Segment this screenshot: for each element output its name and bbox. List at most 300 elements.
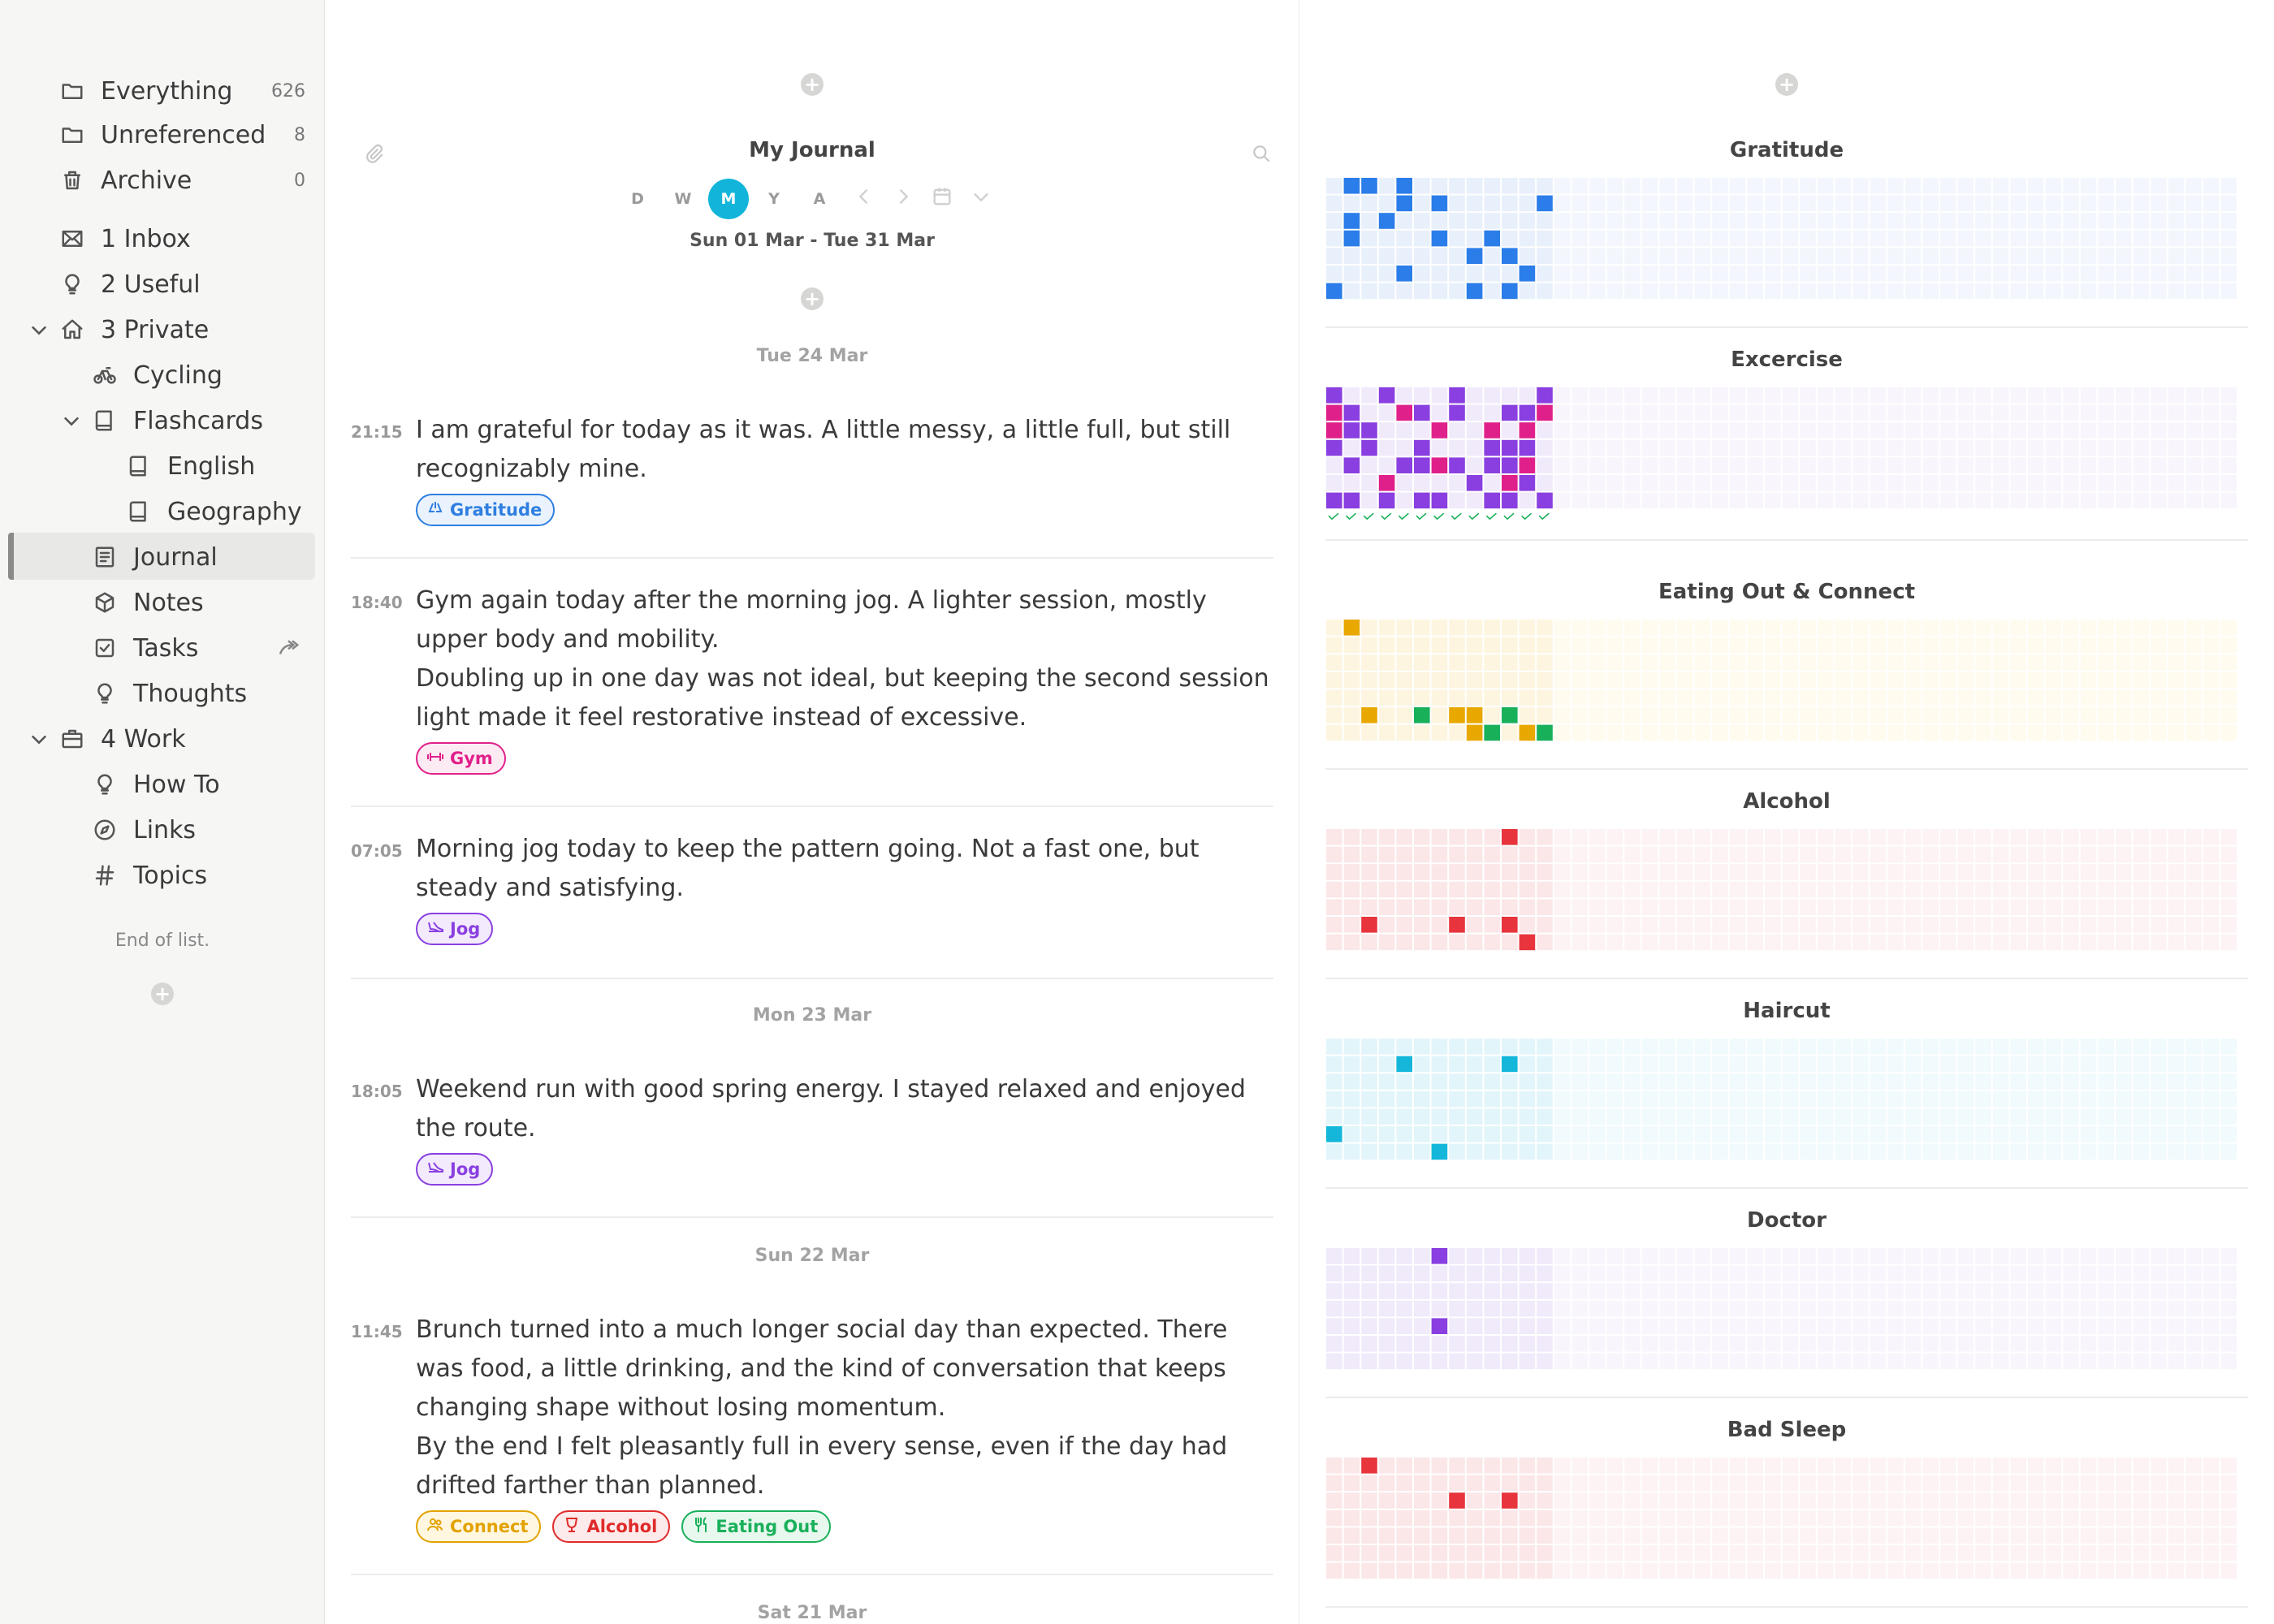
heatmap-cell-empty[interactable] (2098, 1056, 2114, 1073)
heatmap-cell-empty[interactable] (1677, 1527, 1693, 1544)
heatmap-cell-empty[interactable] (1659, 899, 1675, 915)
heatmap-cell-empty[interactable] (1783, 283, 1799, 300)
heatmap-cell-empty[interactable] (1344, 1510, 1360, 1527)
heatmap-cell-empty[interactable] (2028, 1510, 2044, 1527)
heatmap-cell-empty[interactable] (2010, 1091, 2026, 1108)
heatmap-cell-empty[interactable] (1554, 899, 1571, 915)
heatmap-cell-empty[interactable] (1958, 1073, 1974, 1090)
heatmap-cell-empty[interactable] (1326, 1354, 1342, 1370)
heatmap-cell-empty[interactable] (1624, 899, 1641, 915)
heatmap-cell-empty[interactable] (2081, 672, 2097, 689)
heatmap-cell-empty[interactable] (1783, 248, 1799, 264)
heatmap-cell-empty[interactable] (1783, 672, 1799, 689)
heatmap-cell-empty[interactable] (2028, 1248, 2044, 1264)
heatmap-cell-empty[interactable] (2098, 725, 2114, 741)
heatmap-cell-empty[interactable] (2221, 1073, 2237, 1090)
heatmap-cell-empty[interactable] (1484, 1458, 1500, 1474)
heatmap-cell-empty[interactable] (1835, 1073, 1851, 1090)
heatmap-cell-filled[interactable] (1414, 440, 1430, 456)
heatmap-cell-empty[interactable] (2028, 493, 2044, 509)
heatmap-cell-empty[interactable] (1396, 387, 1412, 404)
heatmap-cell-empty[interactable] (1975, 1336, 1991, 1352)
heatmap-cell-empty[interactable] (1818, 1458, 1834, 1474)
heatmap-cell-empty[interactable] (1940, 493, 1956, 509)
heatmap-cell-empty[interactable] (2028, 1108, 2044, 1125)
sidebar-item-unreferenced[interactable] (0, 114, 325, 156)
heatmap-cell-empty[interactable] (1993, 707, 2009, 723)
heatmap-cell-empty[interactable] (1484, 1563, 1500, 1579)
heatmap-cell-empty[interactable] (1677, 1266, 1693, 1282)
heatmap-cell-filled[interactable] (1396, 1056, 1412, 1073)
heatmap-cell-empty[interactable] (2221, 707, 2237, 723)
heatmap-cell-empty[interactable] (1326, 231, 1342, 247)
heatmap-cell-empty[interactable] (1624, 1336, 1641, 1352)
heatmap-cell-empty[interactable] (1800, 689, 1816, 706)
heatmap-cell-empty[interactable] (1659, 672, 1675, 689)
sidebar-item-1-inbox[interactable] (0, 218, 325, 260)
heatmap-cell-empty[interactable] (1432, 1266, 1448, 1282)
heatmap-cell-empty[interactable] (1712, 1108, 1728, 1125)
heatmap-cell-empty[interactable] (1520, 1458, 1536, 1474)
heatmap-cell-empty[interactable] (2081, 1091, 2097, 1108)
heatmap-cell-empty[interactable] (1958, 1301, 1974, 1317)
heatmap-cell-empty[interactable] (1870, 1108, 1887, 1125)
heatmap-cell-empty[interactable] (1695, 1301, 1711, 1317)
heatmap-cell-empty[interactable] (1975, 266, 1991, 282)
heatmap-cell-empty[interactable] (1642, 1510, 1658, 1527)
heatmap-cell-empty[interactable] (1554, 266, 1571, 282)
heatmap-cell-empty[interactable] (1870, 387, 1887, 404)
heatmap-cell-empty[interactable] (1747, 1318, 1763, 1334)
heatmap-cell-empty[interactable] (2221, 1126, 2237, 1142)
heatmap-cell-empty[interactable] (1326, 654, 1342, 671)
heatmap-cell-empty[interactable] (2063, 1091, 2079, 1108)
sidebar-item-archive[interactable] (0, 159, 325, 201)
heatmap-cell-empty[interactable] (1571, 248, 1588, 264)
heatmap-cell-empty[interactable] (2116, 196, 2132, 212)
heatmap-cell-empty[interactable] (1800, 1510, 1816, 1527)
heatmap-cell-empty[interactable] (2203, 405, 2220, 421)
heatmap-cell-empty[interactable] (1712, 422, 1728, 438)
heatmap-cell-empty[interactable] (1554, 178, 1571, 194)
heatmap-cell-empty[interactable] (1326, 1458, 1342, 1474)
heatmap-cell-empty[interactable] (1958, 283, 1974, 300)
heatmap-cell-empty[interactable] (2116, 1510, 2132, 1527)
heatmap-cell-empty[interactable] (1642, 654, 1658, 671)
heatmap-cell-empty[interactable] (1467, 899, 1483, 915)
heatmap-cell-empty[interactable] (1835, 178, 1851, 194)
heatmap-cell-empty[interactable] (1589, 1126, 1606, 1142)
heatmap-cell-empty[interactable] (1975, 1039, 1991, 1055)
heatmap-cell-empty[interactable] (1852, 707, 1869, 723)
heatmap-cell-empty[interactable] (1537, 231, 1553, 247)
heatmap-cell-empty[interactable] (1730, 1039, 1746, 1055)
heatmap-cell-empty[interactable] (1747, 1492, 1763, 1509)
heatmap-cell-empty[interactable] (1747, 1248, 1763, 1264)
heatmap-cell-empty[interactable] (1695, 1475, 1711, 1492)
heatmap-cell-empty[interactable] (1852, 1283, 1869, 1299)
heatmap-cell-empty[interactable] (2133, 689, 2150, 706)
heatmap-cell-empty[interactable] (1940, 899, 1956, 915)
heatmap-cell-empty[interactable] (1326, 1318, 1342, 1334)
heatmap-cell-empty[interactable] (1905, 1144, 1922, 1160)
heatmap-cell-empty[interactable] (1554, 1475, 1571, 1492)
heatmap-cell-empty[interactable] (1852, 440, 1869, 456)
heatmap-cell-empty[interactable] (2168, 231, 2185, 247)
heatmap-cell-empty[interactable] (1326, 213, 1342, 229)
heatmap-cell-empty[interactable] (2168, 620, 2185, 636)
heatmap-cell-empty[interactable] (1449, 1527, 1465, 1544)
heatmap-cell-empty[interactable] (1783, 689, 1799, 706)
heatmap-cell-filled[interactable] (1361, 1458, 1377, 1474)
mode-a[interactable]: A (813, 190, 826, 208)
heatmap-cell-empty[interactable] (2203, 1492, 2220, 1509)
heatmap-cell-empty[interactable] (1958, 917, 1974, 933)
heatmap-cell-empty[interactable] (1502, 1266, 1518, 1282)
heatmap-cell-empty[interactable] (2168, 882, 2185, 898)
heatmap-cell-empty[interactable] (1747, 457, 1763, 473)
heatmap-cell-empty[interactable] (1571, 1091, 1588, 1108)
heatmap-cell-empty[interactable] (1554, 387, 1571, 404)
heatmap-cell-empty[interactable] (1800, 196, 1816, 212)
tag-gratitude[interactable] (416, 494, 555, 526)
heatmap-cell-empty[interactable] (1414, 917, 1430, 933)
heatmap-cell-empty[interactable] (1396, 935, 1412, 951)
heatmap-cell-empty[interactable] (1554, 1056, 1571, 1073)
heatmap-cell-empty[interactable] (1800, 457, 1816, 473)
heatmap-cell-empty[interactable] (1870, 1144, 1887, 1160)
heatmap-cell-empty[interactable] (1975, 1056, 1991, 1073)
heatmap-cell-empty[interactable] (1554, 1266, 1571, 1282)
heatmap-cell-empty[interactable] (1958, 1492, 1974, 1509)
heatmap-cell-empty[interactable] (2133, 457, 2150, 473)
heatmap-cell-empty[interactable] (1695, 457, 1711, 473)
heatmap-cell-empty[interactable] (2151, 1126, 2167, 1142)
heatmap-cell-empty[interactable] (1396, 1510, 1412, 1527)
heatmap-cell-empty[interactable] (1887, 707, 1904, 723)
heatmap-cell-empty[interactable] (2010, 935, 2026, 951)
heatmap-cell-empty[interactable] (1818, 935, 1834, 951)
heatmap-cell-empty[interactable] (1765, 864, 1781, 880)
heatmap-cell-empty[interactable] (1624, 637, 1641, 654)
heatmap-cell-empty[interactable] (1905, 178, 1922, 194)
heatmap-cell-empty[interactable] (1835, 405, 1851, 421)
heatmap-cell-empty[interactable] (1659, 1458, 1675, 1474)
heatmap-cell-empty[interactable] (1887, 1527, 1904, 1544)
heatmap-cell-empty[interactable] (1537, 1056, 1553, 1073)
heatmap-cell-empty[interactable] (1642, 178, 1658, 194)
heatmap-cell-empty[interactable] (1659, 637, 1675, 654)
heatmap-cell-empty[interactable] (1484, 178, 1500, 194)
heatmap-cell-empty[interactable] (1607, 422, 1623, 438)
heatmap-cell-empty[interactable] (1642, 829, 1658, 845)
heatmap-cell-empty[interactable] (1414, 1144, 1430, 1160)
heatmap-cell-empty[interactable] (2046, 457, 2062, 473)
heatmap-cell-empty[interactable] (1414, 847, 1430, 863)
heatmap-cell-empty[interactable] (1818, 917, 1834, 933)
heatmap-cell-empty[interactable] (1783, 493, 1799, 509)
heatmap-cell-filled-secondary[interactable] (1520, 457, 1536, 473)
heatmap-cell-empty[interactable] (1659, 725, 1675, 741)
heatmap-cell-empty[interactable] (2185, 231, 2202, 247)
heatmap-cell-empty[interactable] (2203, 1545, 2220, 1561)
heatmap-cell-empty[interactable] (1835, 620, 1851, 636)
heatmap-cell-empty[interactable] (1326, 1336, 1342, 1352)
heatmap-cell-empty[interactable] (1887, 422, 1904, 438)
heatmap-cell-empty[interactable] (1484, 899, 1500, 915)
heatmap-cell-empty[interactable] (1379, 248, 1395, 264)
heatmap-cell-empty[interactable] (1852, 725, 1869, 741)
heatmap-cell-empty[interactable] (2151, 457, 2167, 473)
heatmap-cell-empty[interactable] (2221, 637, 2237, 654)
heatmap-cell-empty[interactable] (1993, 1301, 2009, 1317)
heatmap-cell-empty[interactable] (2046, 1458, 2062, 1474)
heatmap-cell-empty[interactable] (2010, 1492, 2026, 1509)
heatmap-cell-empty[interactable] (2098, 1283, 2114, 1299)
heatmap-cell-empty[interactable] (1571, 935, 1588, 951)
heatmap-cell-empty[interactable] (1870, 935, 1887, 951)
heatmap-cell-empty[interactable] (1537, 1266, 1553, 1282)
heatmap-cell-empty[interactable] (1607, 457, 1623, 473)
heatmap-cell-empty[interactable] (1607, 440, 1623, 456)
heatmap-cell-empty[interactable] (1571, 1545, 1588, 1561)
heatmap-cell-empty[interactable] (1642, 1144, 1658, 1160)
heatmap-cell-empty[interactable] (2203, 1301, 2220, 1317)
heatmap-cell-empty[interactable] (2116, 1563, 2132, 1579)
heatmap-cell-empty[interactable] (1520, 1354, 1536, 1370)
heatmap-cell-empty[interactable] (1730, 707, 1746, 723)
heatmap-cell-empty[interactable] (1712, 654, 1728, 671)
heatmap-cell-empty[interactable] (1870, 196, 1887, 212)
heatmap-cell-empty[interactable] (1344, 654, 1360, 671)
heatmap-cell-empty[interactable] (1800, 1126, 1816, 1142)
heatmap-cell-empty[interactable] (1414, 1510, 1430, 1527)
heatmap-cell-empty[interactable] (1940, 1527, 1956, 1544)
heatmap-cell-empty[interactable] (1642, 935, 1658, 951)
heatmap-cell-empty[interactable] (1940, 1126, 1956, 1142)
heatmap-cell-empty[interactable] (1800, 213, 1816, 229)
heatmap-cell-empty[interactable] (1554, 1144, 1571, 1160)
heatmap-cell-empty[interactable] (2098, 1563, 2114, 1579)
heatmap-cell-empty[interactable] (1659, 1354, 1675, 1370)
heatmap-cell-filled[interactable] (1449, 917, 1465, 933)
heatmap-cell-empty[interactable] (2081, 178, 2097, 194)
heatmap-cell-empty[interactable] (2116, 672, 2132, 689)
heatmap-cell-empty[interactable] (1783, 1492, 1799, 1509)
heatmap-cell-empty[interactable] (1887, 1475, 1904, 1492)
heatmap-cell-empty[interactable] (2185, 196, 2202, 212)
heatmap-cell-empty[interactable] (1624, 1091, 1641, 1108)
heatmap-cell-empty[interactable] (1958, 1354, 1974, 1370)
heatmap-cell-empty[interactable] (1659, 1301, 1675, 1317)
heatmap-cell-empty[interactable] (1449, 493, 1465, 509)
heatmap-cell-filled[interactable] (1502, 1492, 1518, 1509)
heatmap-cell-empty[interactable] (1326, 1108, 1342, 1125)
heatmap-cell-empty[interactable] (1765, 882, 1781, 898)
heatmap-cell-empty[interactable] (2203, 847, 2220, 863)
heatmap-cell-empty[interactable] (1537, 1144, 1553, 1160)
heatmap-cell-empty[interactable] (2098, 1510, 2114, 1527)
heatmap-cell-empty[interactable] (1940, 882, 1956, 898)
heatmap-cell-empty[interactable] (1520, 637, 1536, 654)
heatmap-cell-empty[interactable] (1571, 387, 1588, 404)
heatmap-cell-empty[interactable] (1765, 1354, 1781, 1370)
heatmap-cell-empty[interactable] (2081, 422, 2097, 438)
heatmap-cell-empty[interactable] (1852, 231, 1869, 247)
heatmap-cell-empty[interactable] (2203, 1475, 2220, 1492)
sidebar-item-links[interactable] (0, 809, 325, 851)
heatmap-cell-empty[interactable] (1818, 620, 1834, 636)
heatmap-cell-empty[interactable] (2098, 1336, 2114, 1352)
heatmap-cell-empty[interactable] (1712, 440, 1728, 456)
heatmap-cell-empty[interactable] (2116, 707, 2132, 723)
heatmap-cell-empty[interactable] (2028, 620, 2044, 636)
heatmap-cell-empty[interactable] (1396, 654, 1412, 671)
heatmap-cell-empty[interactable] (1379, 1039, 1395, 1055)
heatmap-cell-empty[interactable] (2221, 935, 2237, 951)
heatmap-cell-empty[interactable] (1361, 620, 1377, 636)
heatmap-cell-empty[interactable] (1659, 248, 1675, 264)
heatmap-cell-empty[interactable] (2133, 493, 2150, 509)
heatmap-cell-empty[interactable] (2010, 475, 2026, 491)
heatmap-cell-empty[interactable] (1467, 266, 1483, 282)
heatmap-cell-empty[interactable] (1571, 1336, 1588, 1352)
heatmap-cell-filled[interactable] (1396, 196, 1412, 212)
heatmap-cell-empty[interactable] (1589, 196, 1606, 212)
heatmap-cell-empty[interactable] (1800, 672, 1816, 689)
heatmap-cell-empty[interactable] (1607, 213, 1623, 229)
heatmap-cell-empty[interactable] (1467, 1056, 1483, 1073)
heatmap-cell-empty[interactable] (2168, 1266, 2185, 1282)
heatmap-cell-empty[interactable] (1958, 1266, 1974, 1282)
heatmap-cell-empty[interactable] (2133, 1510, 2150, 1527)
heatmap-cell-filled[interactable] (1344, 405, 1360, 421)
heatmap-cell-empty[interactable] (1520, 248, 1536, 264)
heatmap-cell-empty[interactable] (1993, 1039, 2009, 1055)
heatmap-cell-empty[interactable] (2081, 864, 2097, 880)
heatmap-cell-empty[interactable] (1940, 405, 1956, 421)
heatmap-cell-empty[interactable] (1852, 457, 1869, 473)
heatmap-cell-empty[interactable] (2098, 1248, 2114, 1264)
heatmap-cell-empty[interactable] (1344, 1354, 1360, 1370)
heatmap-cell-empty[interactable] (2151, 1248, 2167, 1264)
heatmap-cell-empty[interactable] (1607, 266, 1623, 282)
heatmap-cell-filled[interactable] (1502, 829, 1518, 845)
heatmap-cell-empty[interactable] (2221, 1266, 2237, 1282)
heatmap-cell-empty[interactable] (1940, 1563, 1956, 1579)
heatmap-cell-empty[interactable] (1747, 493, 1763, 509)
heatmap-cell-empty[interactable] (1975, 882, 1991, 898)
heatmap-cell-empty[interactable] (1695, 1563, 1711, 1579)
heatmap-cell-empty[interactable] (2028, 196, 2044, 212)
heatmap-cell-empty[interactable] (2098, 620, 2114, 636)
heatmap-cell-empty[interactable] (1432, 899, 1448, 915)
heatmap-cell-empty[interactable] (1467, 1510, 1483, 1527)
heatmap-cell-empty[interactable] (1852, 493, 1869, 509)
heatmap-cell-empty[interactable] (1571, 213, 1588, 229)
heatmap-cell-empty[interactable] (2203, 493, 2220, 509)
heatmap-cell-empty[interactable] (1730, 283, 1746, 300)
heatmap-cell-empty[interactable] (2203, 196, 2220, 212)
heatmap-cell-empty[interactable] (1887, 196, 1904, 212)
heatmap-cell-empty[interactable] (1800, 248, 1816, 264)
heatmap-cell-empty[interactable] (2098, 689, 2114, 706)
heatmap-cell-empty[interactable] (1922, 917, 1939, 933)
heatmap-cell-empty[interactable] (2221, 1475, 2237, 1492)
heatmap-cell-empty[interactable] (1975, 847, 1991, 863)
heatmap-cell-empty[interactable] (2046, 1510, 2062, 1527)
heatmap-cell-empty[interactable] (1835, 248, 1851, 264)
heatmap-cell-empty[interactable] (1589, 654, 1606, 671)
heatmap-cell-empty[interactable] (1747, 1354, 1763, 1370)
heatmap-cell-empty[interactable] (2116, 493, 2132, 509)
heatmap-cell-empty[interactable] (1449, 475, 1465, 491)
heatmap-cell-empty[interactable] (1835, 882, 1851, 898)
heatmap-cell-empty[interactable] (1818, 654, 1834, 671)
heatmap-cell-empty[interactable] (1449, 1475, 1465, 1492)
heatmap-cell-empty[interactable] (2116, 1126, 2132, 1142)
heatmap-cell-empty[interactable] (1467, 847, 1483, 863)
heatmap-cell-empty[interactable] (1975, 1475, 1991, 1492)
heatmap-cell-empty[interactable] (1520, 1527, 1536, 1544)
heatmap-cell-filled[interactable] (1467, 283, 1483, 300)
heatmap-cell-empty[interactable] (1783, 266, 1799, 282)
heatmap-cell-empty[interactable] (1922, 935, 1939, 951)
heatmap-cell-empty[interactable] (1484, 1108, 1500, 1125)
heatmap-cell-empty[interactable] (1818, 672, 1834, 689)
heatmap-cell-empty[interactable] (1905, 422, 1922, 438)
heatmap-cell-empty[interactable] (2028, 231, 2044, 247)
heatmap-cell-empty[interactable] (1765, 283, 1781, 300)
heatmap-cell-empty[interactable] (1396, 475, 1412, 491)
heatmap-cell-empty[interactable] (1467, 1458, 1483, 1474)
heatmap-cell-empty[interactable] (2098, 1073, 2114, 1090)
heatmap-cell-empty[interactable] (2028, 1545, 2044, 1561)
heatmap-cell-empty[interactable] (1589, 1492, 1606, 1509)
heatmap-cell-empty[interactable] (1765, 725, 1781, 741)
heatmap-cell-empty[interactable] (1712, 387, 1728, 404)
heatmap-cell-empty[interactable] (2221, 266, 2237, 282)
heatmap-cell-empty[interactable] (1589, 882, 1606, 898)
heatmap-cell-empty[interactable] (2063, 1056, 2079, 1073)
heatmap-cell-empty[interactable] (1695, 829, 1711, 845)
heatmap-cell-empty[interactable] (1467, 637, 1483, 654)
heatmap-cell-empty[interactable] (1765, 1318, 1781, 1334)
heatmap-cell-empty[interactable] (1589, 829, 1606, 845)
heatmap-cell-empty[interactable] (1712, 1563, 1728, 1579)
heatmap-cell-empty[interactable] (1677, 422, 1693, 438)
heatmap-cell-empty[interactable] (2081, 283, 2097, 300)
heatmap-cell-empty[interactable] (2116, 1336, 2132, 1352)
heatmap-cell-empty[interactable] (1537, 620, 1553, 636)
heatmap-cell-empty[interactable] (1730, 266, 1746, 282)
heatmap-cell-empty[interactable] (1712, 178, 1728, 194)
heatmap-cell-empty[interactable] (1835, 1336, 1851, 1352)
heatmap-cell-empty[interactable] (1379, 1126, 1395, 1142)
heatmap-cell-empty[interactable] (1765, 1301, 1781, 1317)
heatmap-cell-empty[interactable] (2046, 1492, 2062, 1509)
heatmap-cell-empty[interactable] (1520, 213, 1536, 229)
heatmap-cell-filled[interactable] (1344, 213, 1360, 229)
heatmap-cell-empty[interactable] (1922, 672, 1939, 689)
heatmap-cell-empty[interactable] (1467, 1108, 1483, 1125)
heatmap-cell-empty[interactable] (1571, 654, 1588, 671)
heatmap-cell-empty[interactable] (1800, 422, 1816, 438)
search-icon[interactable] (1251, 143, 1272, 164)
heatmap-cell-empty[interactable] (1659, 178, 1675, 194)
heatmap-cell-empty[interactable] (1624, 248, 1641, 264)
heatmap-cell-empty[interactable] (1502, 689, 1518, 706)
